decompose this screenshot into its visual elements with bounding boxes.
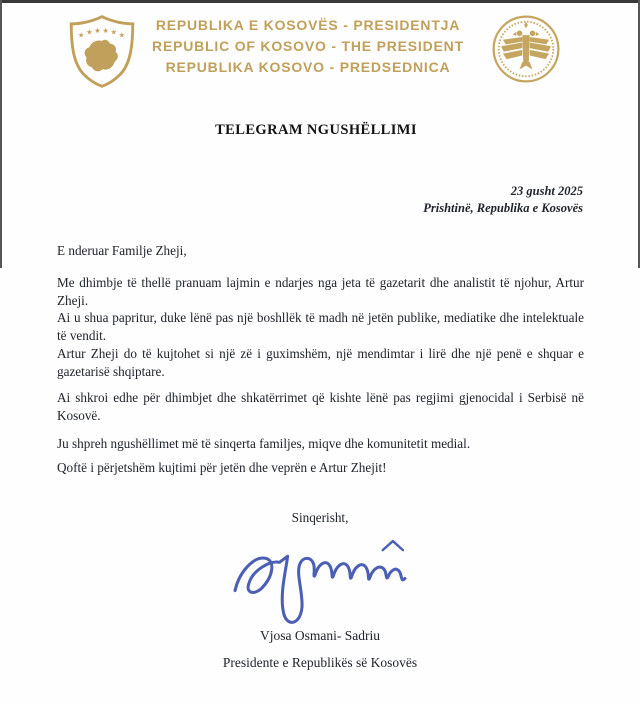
- signature-autograph: [228, 538, 412, 624]
- letter-title: TELEGRAM NGUSHËLLIMI: [215, 122, 417, 138]
- screenshot-top-edge: [0, 0, 640, 3]
- presidential-seal-icon: [489, 12, 563, 86]
- closing-salutation: Sinqerisht,: [291, 510, 349, 525]
- org-line-serbian: REPUBLIKA KOSOVO - PREDSEDNICA: [165, 59, 451, 75]
- signer-name: Vjosa Osmani- Sadriu: [260, 628, 380, 643]
- letterhead-text: [143, 15, 473, 78]
- org-line-english: REPUBLIC OF KOSOVO - THE PRESIDENT: [152, 38, 464, 54]
- svg-text:★: ★: [118, 30, 126, 40]
- svg-text:★: ★: [94, 25, 101, 35]
- kosovo-shield-icon: [65, 13, 139, 89]
- paragraph-6: Qoftë i përjetshëm kujtimi për jetën dhe veprën e Artur Zhejit!: [57, 460, 387, 475]
- paragraph-2: Ai u shua papritur, duke lënë pas një boshllëk të madh në jetën publike, mediatike dhe intelektuale të vendit.: [57, 310, 584, 343]
- date-place-block: [423, 183, 583, 217]
- org-line-albanian: REPUBLIKA E KOSOVËS - PRESIDENTJA: [155, 17, 461, 33]
- paragraph-3: Artur Zheji do të kujtohet si një zë i guximshëm, një mendimtar i lirë dhe një penë e shquar e gazetarisë shqiptare.: [57, 346, 584, 379]
- paragraph-4: Ai shkroi edhe për dhimbjet dhe shkatërrimet që kishte lënë pas regjimi gjenocidal i Serbisë në Kosovë.: [57, 390, 584, 423]
- letter-date: 23 gusht 2025: [510, 184, 583, 198]
- paragraph-1: Me dhimbje të thellë pranuam lajmin e ndarjes nga jeta të gazetarit dhe analistit të njohur, Artur Zheji.: [57, 275, 584, 308]
- svg-text:★: ★: [110, 27, 118, 37]
- svg-text:★: ★: [86, 27, 93, 37]
- letter-place: Prishtinë, Republika e Kosovës: [423, 201, 583, 215]
- signer-title: Presidente e Republikës së Kosovës: [222, 655, 418, 670]
- svg-text:★: ★: [77, 30, 85, 40]
- salutation: E nderuar Familje Zheji,: [57, 243, 187, 258]
- svg-text:★: ★: [102, 25, 109, 35]
- paragraph-5: Ju shpreh ngushëllimet më të sinqerta familjes, miqve dhe komunitetit medial.: [57, 436, 471, 451]
